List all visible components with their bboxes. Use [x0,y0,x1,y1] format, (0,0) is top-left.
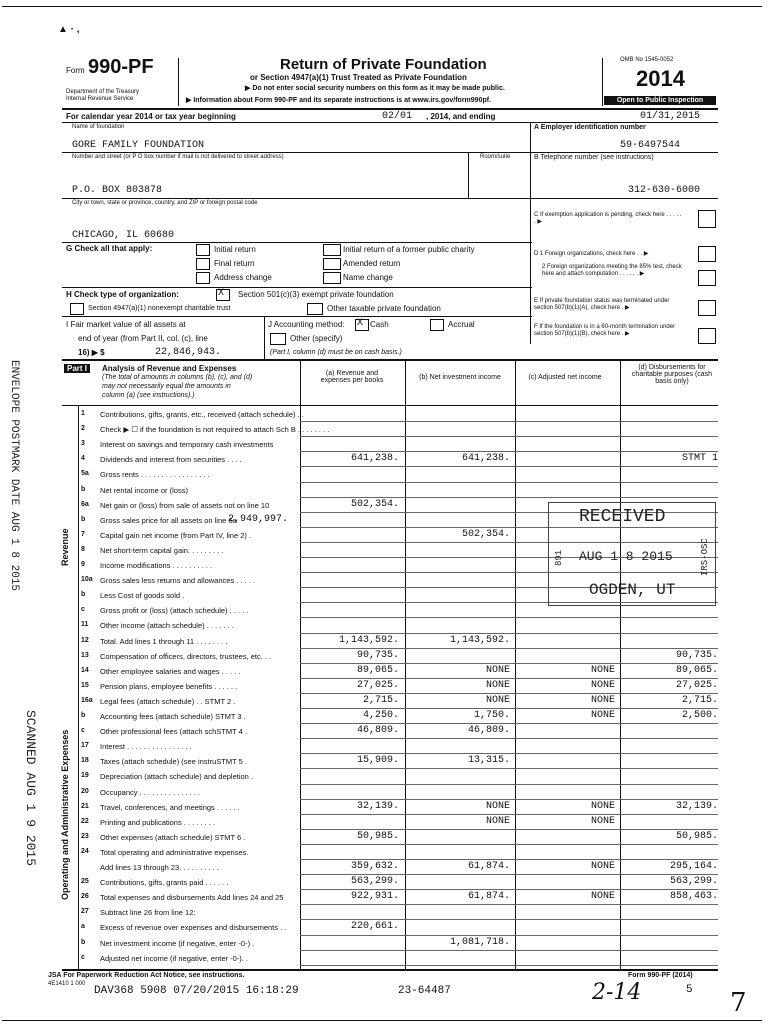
row-number: 26 [81,893,89,901]
row-number: 11 [81,621,89,629]
row-label: Occupancy . . . . . . . . . . . . . . . [100,787,201,797]
expenses-section-label: Operating and Administrative Expenses [60,729,70,900]
ssn-notice: ▶ Do not enter social security numbers on this form as it may be made public. [245,85,505,92]
row-number: 15 [81,681,89,689]
row-rule [300,799,718,800]
city-label: City or town, state or province, country, and ZIP or foreign postal code [72,200,258,206]
initial-return-label: Initial return [214,245,256,254]
corner-marks: ▲ · , [58,24,80,35]
stamp-side-irs: IRS-OSC [700,538,710,576]
form-subtitle: or Section 4947(a)(1) Trust Treated as Private Foundation [250,73,467,82]
row-col-a: 502,354. [350,498,399,510]
row-label: Depreciation (attach schedule) and depletion . [100,772,254,782]
row-col-a: 89,065. [356,664,399,676]
row-rule [300,768,718,769]
row-col-b: NONE [485,664,510,676]
row-label: Other employee salaries and wages . . . . . [100,666,241,676]
row-rule [300,829,718,830]
d1-checkbox[interactable] [698,246,716,262]
calendar-mid: , 2014, and ending [426,112,496,121]
d2-checkbox[interactable] [698,270,716,286]
row-rule [300,482,718,483]
row-number: 7 [81,530,85,538]
amended-return-label: Amended return [343,259,401,268]
part1-desc-1: (The total of amounts in columns (b), (c), and (d) [102,374,253,381]
received-stamp [548,502,716,606]
row-number: b [81,485,86,493]
address-change-checkbox[interactable] [196,272,210,284]
footer-corner-num: 7 [730,988,747,1018]
received-text: RECEIVED [579,507,666,527]
row-rule [300,753,718,754]
row-col-a: 4,250. [362,710,399,721]
row-col-b: 46,809. [467,725,510,737]
row-number: 27 [81,908,89,916]
part1-title: Analysis of Revenue and Expenses [102,364,237,373]
row-rule [300,919,718,920]
i-label-3: 16) ▶ $ [78,348,105,357]
row-label: Interest on savings and temporary cash investments [100,440,274,450]
row-rule [300,617,718,618]
row-number: 16a [81,696,93,704]
row-label: Total. Add lines 1 through 11 . . . . . . . . [100,636,228,646]
row-rule [300,436,718,437]
f-checkbox[interactable] [698,328,716,344]
phone-label: B Telephone number (see instructions) [534,154,654,161]
row-label: Net rental income or (loss) [100,485,188,495]
row-label: Other expenses (attach schedule) STMT 6 . [100,832,246,842]
dept-line1: Department of the Treasury [66,89,140,95]
row-label: Gross sales less returns and allowances . . . . . [100,576,256,586]
j-accrual-label: Accrual [448,320,475,329]
tax-year: 2014 [636,66,685,91]
row-number: c [81,606,85,614]
row-rule [300,693,718,694]
row-label: Accounting fees (attach schedule) STMT 3 . [100,712,246,721]
e-checkbox[interactable] [698,300,716,316]
row-label: Gross rents . . . . . . . . . . . . . . . . . [100,470,210,480]
row-col-b: 1,081,718. [449,936,510,948]
footer-form-ref: Form 990-PF (2014) [628,972,693,979]
row-label: Compensation of officers, directors, trustees, etc. . . [100,651,272,661]
row-col-b: 641,238. [461,453,510,465]
row-label: Capital gain net income (from Part IV, line 2) . [100,530,252,540]
name-change-label: Name change [343,273,393,282]
received-date: AUG 1 8 2015 [579,549,673,564]
open-public-badge: Open to Public Inspection [604,96,716,105]
row-label: Legal fees (attach schedule) . . STMT 2 . [100,696,236,706]
row-rule [300,648,718,649]
row-number: 13 [81,651,89,659]
col-d-header: (d) Disbursements for charitable purposes (cash basis only) [631,364,713,385]
city-value: CHICAGO, IL 60680 [72,230,175,241]
row-number: b [81,515,86,523]
part1-badge: Part I [64,364,90,373]
row-rule [300,844,718,845]
j-accrual-checkbox[interactable] [430,319,444,331]
address-change-label: Address change [214,273,272,282]
fmv-value: 22,846,943. [155,347,222,358]
initial-former-checkbox[interactable] [323,244,341,256]
scanned-stamp: SCANNED AUG 1 9 2015 [23,710,38,867]
phone-value: 312-630-6000 [628,185,701,196]
row-col-d: 50,985. [675,830,718,842]
row-label: Check ▶ ☐ if the foundation is not required to attach Sch B . . . . . . . . [100,425,330,435]
row-col-c: NONE [590,710,615,721]
col-a-header: (a) Revenue and expenses per books [320,370,384,384]
row-number: 22 [81,817,89,825]
h-4947-label: Section 4947(a)(1) nonexempt charitable trust [88,305,231,312]
row-col-a: 359,632. [350,861,399,872]
stamp-side-num: 891 [554,549,564,566]
row-number: 21 [81,802,89,810]
end-date: 01/31,2015 [640,111,701,122]
footer-batch: DAV368 5908 07/20/2015 16:18:29 [94,985,299,997]
row-label: Excess of revenue over expenses and disbursements . . [100,923,287,933]
h-label: H Check type of organization: [66,290,179,299]
name-change-checkbox[interactable] [323,272,341,284]
row-number: 4 [81,455,85,463]
row-label: Income modifications . . . . . . . . . . [100,561,213,570]
footer-jsa: JSA For Paperwork Reduction Act Notice, see instructions. [48,972,245,979]
i-label-2: end of year (from Part II, col. (c), line [78,334,208,343]
row-label: Other income (attach schedule) . . . . . . . [100,621,234,631]
col-b-header: (b) Net investment income [419,374,501,381]
omb-number: OMB No 1545-0052 [620,57,674,63]
row-col-a: 27,025. [356,679,399,691]
row-number: 5a [81,470,89,478]
row-col-b: 61,874. [467,891,510,903]
foundation-name: GORE FAMILY FOUNDATION [72,140,205,151]
row-number: b [81,938,86,946]
row-number: 25 [81,878,89,886]
c-checkbox[interactable] [698,210,716,228]
row-number: c [81,727,85,735]
row-label: Travel, conferences, and meetings . . . . . . [100,802,240,812]
row-col-a: 922,931. [350,891,399,903]
row-label: Net investment income (if negative, enter -0-) . [100,938,255,948]
row-rule [300,889,718,890]
row-label: Net short-term capital gain. . . . . . . . . [100,545,224,555]
info-line: ▶ Information about Form 990-PF and its separate instructions is at www.irs.gov/form990pf. [186,97,492,104]
postmark-stamp: ENVELOPE POSTMARK DATE AUG 1 8 2015 [8,360,20,592]
amended-return-checkbox[interactable] [323,258,341,270]
row-label: Other professional fees (attach schSTMT 4 . [100,727,248,737]
form-title: Return of Private Foundation [280,56,487,73]
h-501-mark: X [218,288,225,299]
row-number: 3 [81,440,85,448]
row-number: 19 [81,772,89,780]
row-number: a [81,923,85,931]
f-label: F If the foundation is in a 60-month termination under section 507(b)(1)(B), check here . ▶ [534,324,676,337]
row-rule [300,708,718,709]
form-prefix: Form [66,66,85,75]
row-col-b: NONE [485,815,510,827]
row-number: 10a [81,576,93,584]
street-label: Number and street (or P O box number if mail is not delivered to street address) [72,154,284,160]
j-label: J Accounting method: [268,320,345,329]
j-cash-mark: X [357,318,364,329]
row-col-b: NONE [485,694,510,706]
row-col-d: 27,025. [675,679,718,691]
street-value: P.O. BOX 803878 [72,185,163,196]
row-label: Gross sales price for all assets on line 6a [100,515,237,525]
row-col-a: 641,238. [350,453,399,465]
row-col-b: 13,315. [467,755,510,767]
ein-value: 59-6497544 [620,140,681,151]
row-rule [300,965,718,966]
row-rule [300,421,718,422]
footer-id: 23-64487 [398,985,451,997]
footer-handwritten: 2-14 [592,980,642,1005]
row-rule [300,874,718,875]
initial-former-label: Initial return of a former public charity [343,245,475,254]
row-rule [300,950,718,951]
row-col-a: 46,809. [356,725,399,737]
calendar-label: For calendar year 2014 or tax year beginning [66,112,236,121]
row-col-c: NONE [590,664,615,676]
row-col-c: NONE [590,861,615,872]
row-rule [300,935,718,936]
row-number: 2 [81,425,85,433]
row-col-c: NONE [590,679,615,691]
row-number: 9 [81,561,85,568]
row-col-c: NONE [590,815,615,827]
line6b-value: 2,949,997. [228,514,289,525]
row-label: Printing and publications . . . . . . . . [100,817,216,827]
row-number: 14 [81,666,89,674]
begin-date: 02/01 [382,111,413,122]
i-label-1: I Fair market value of all assets at [66,320,186,329]
row-col-a: 220,661. [350,921,399,933]
form-number: 990-PF [88,56,154,78]
row-rule [300,451,718,452]
h-other-checkbox[interactable] [307,303,323,315]
row-col-d: 858,463. [669,891,718,903]
row-rule [300,738,718,739]
row-label: Net gain or (loss) from sale of assets not on line 10 [100,500,270,510]
row-col-d: 90,735. [675,649,718,661]
footer-code: 4E1410 1 000 [48,981,86,987]
row-col-a: 50,985. [356,830,399,842]
row-number: 24 [81,847,89,855]
row-label: Total operating and administrative expenses. [100,847,249,857]
final-return-label: Final return [214,259,255,268]
row-col-d: 2,715. [681,694,718,706]
row-col-c: NONE [590,800,615,812]
row-col-c: NONE [590,891,615,903]
row-col-b: 502,354. [461,528,510,540]
row-col-a: 32,139. [356,800,399,812]
row-rule [300,784,718,785]
row-label: Gross profit or (loss) (attach schedule) . . . . . [100,606,249,616]
row-col-a: 15,909. [356,755,399,767]
row-number: 1 [81,410,85,417]
row-number: 6a [81,500,89,508]
row-col-b: NONE [485,679,510,691]
c-label: C If exemption application is pending, check here . . . . . . ▶ [534,212,682,225]
row-rule [300,678,718,679]
row-col-b: 61,874. [467,861,510,872]
row-col-d: 563,299. [669,876,718,888]
row-col-a: 90,735. [356,649,399,661]
row-col-b: NONE [485,800,510,812]
row-col-a: 1,143,592. [338,634,399,646]
row-label: Dividends and interest from securities . . . . [100,455,242,465]
ogden-text: OGDEN, UT [589,581,676,599]
row-col-a: 563,299. [350,876,399,888]
row-label: Total expenses and disbursements Add lines 24 and 25 [100,893,284,903]
row-col-c: NONE [590,694,615,706]
row-rule [300,497,718,498]
j-other-label: Other (specify) [290,334,343,343]
g-label: G Check all that apply: [66,244,153,253]
row-rule [300,859,718,860]
row-col-b: 1,750. [473,710,510,721]
row-col-b: 1,143,592. [449,634,510,646]
row-rule [300,466,718,467]
revenue-section-label: Revenue [60,528,70,566]
row-col-d: 89,065. [675,664,718,676]
row-col-d: STMT 1 [681,453,718,465]
part1-desc-2: may not necessarily equal the amounts in [102,383,231,390]
ein-label: A Employer identification number [534,124,646,131]
row-number: c [81,953,85,961]
row-number: b [81,712,86,719]
row-number: b [81,591,86,599]
initial-return-checkbox[interactable] [196,244,210,256]
row-rule [300,814,718,815]
row-col-a: 2,715. [362,694,399,706]
row-number: 17 [81,742,89,750]
col-c-header: (c) Adjusted net income [528,374,602,381]
part1-desc-3: column (a) (see instructions).) [102,392,195,399]
d1-label: D 1 Foreign organizations, check here . . ▶ [534,251,649,257]
row-label: Contributions, gifts, grants, etc., received (attach schedule) . . [100,410,304,419]
row-number: 8 [81,545,85,553]
row-rule [300,663,718,664]
final-return-checkbox[interactable] [196,258,210,270]
row-number: 23 [81,832,89,840]
row-label: Adjusted net income (if negative, enter -0-). . [100,953,248,963]
row-col-d: 2,500. [681,710,718,721]
row-label: Add lines 13 through 23. . . . . . . . . . [100,863,219,872]
row-number: 18 [81,757,89,765]
row-label: Pension plans, employee benefits . . . . . . [100,681,238,691]
row-rule [300,904,718,905]
d2-label: 2 Foreign organizations meeting the 85% test, check here and attach computation . . . . . . ▶ [542,264,682,277]
row-label: Taxes (attach schedule) (see instruSTMT 5 . [100,757,248,767]
row-number: 12 [81,636,89,644]
room-label: Room/suite [480,154,511,160]
dept-line2: Internal Revenue Service [66,96,134,102]
j-cash-label: Cash [370,320,389,329]
h-other-label: Other taxable private foundation [327,304,441,313]
row-rule [300,633,718,634]
row-label: Subtract line 26 from line 12: [100,908,196,918]
e-label: E If private foundation status was terminated under section 507(b)(1)(A), check here . ▶ [534,298,670,311]
footer-page: 5 [686,984,693,996]
row-label: Less Cost of goods sold . [100,591,185,601]
row-col-d: 32,139. [675,800,718,812]
h-501-label: Section 501(c)(3) exempt private foundation [238,290,394,299]
name-label: Name of foundation [72,124,125,130]
h-4947-checkbox[interactable] [70,303,84,315]
row-col-d: 295,164. [669,861,718,872]
row-number: 20 [81,787,89,795]
j-other-checkbox[interactable] [270,333,286,345]
row-label: Interest . . . . . . . . . . . . . . . . [100,742,192,752]
row-label: Contributions, gifts, grants paid . . . . . . [100,878,229,888]
j-note: (Part I, column (d) must be on cash basis.) [270,349,402,356]
top-scan-line [2,6,762,7]
row-rule [300,723,718,724]
